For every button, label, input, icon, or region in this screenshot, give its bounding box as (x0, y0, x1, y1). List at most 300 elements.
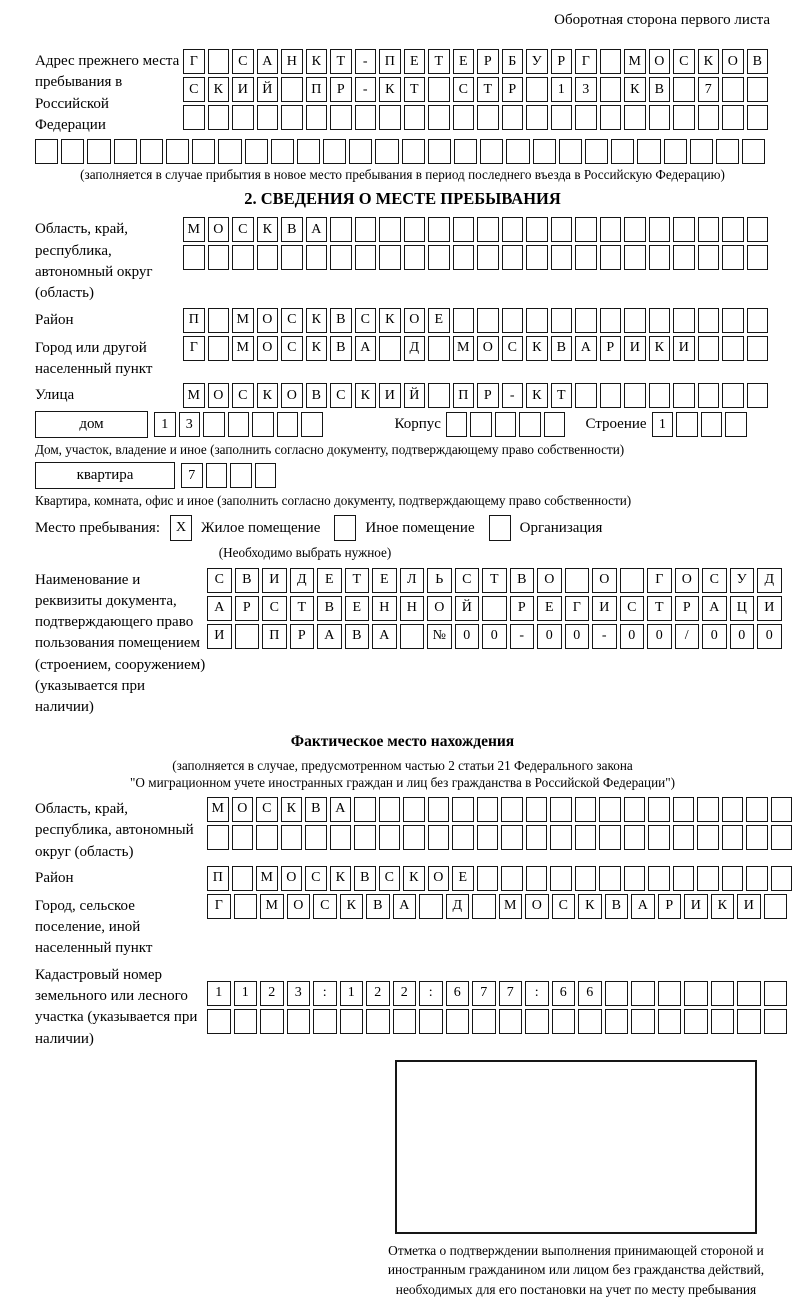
char-cell[interactable] (277, 412, 299, 437)
char-cell[interactable] (61, 139, 84, 164)
char-cell[interactable] (624, 217, 646, 242)
char-cell[interactable] (482, 596, 507, 621)
char-cell[interactable]: : (313, 981, 337, 1006)
char-cell[interactable] (501, 825, 523, 850)
char-cell[interactable] (208, 245, 230, 270)
char-cell[interactable]: В (605, 894, 629, 919)
char-cell[interactable]: / (675, 624, 700, 649)
char-cell[interactable] (698, 105, 720, 130)
char-cell[interactable]: П (306, 77, 328, 102)
char-cell[interactable]: 7 (181, 463, 203, 488)
char-cell[interactable]: 1 (652, 412, 674, 437)
char-cell[interactable] (684, 1009, 708, 1034)
char-cell[interactable] (271, 139, 294, 164)
char-cell[interactable]: Д (757, 568, 782, 593)
char-cell[interactable]: : (419, 981, 443, 1006)
char-cell[interactable] (722, 308, 744, 333)
char-cell[interactable] (297, 139, 320, 164)
char-cell[interactable] (428, 105, 450, 130)
char-cell[interactable] (366, 1009, 390, 1034)
char-cell[interactable]: 0 (620, 624, 645, 649)
char-cell[interactable] (648, 797, 670, 822)
char-cell[interactable] (600, 49, 622, 74)
char-cell[interactable]: Е (428, 308, 450, 333)
char-cell[interactable] (649, 383, 671, 408)
char-cell[interactable]: 7 (698, 77, 720, 102)
char-cell[interactable] (218, 139, 241, 164)
char-cell[interactable]: О (257, 336, 279, 361)
char-cell[interactable]: Т (404, 77, 426, 102)
char-cell[interactable]: А (393, 894, 417, 919)
char-cell[interactable]: Й (257, 77, 279, 102)
char-cell[interactable]: - (592, 624, 617, 649)
char-cell[interactable] (771, 825, 793, 850)
char-cell[interactable]: Г (575, 49, 597, 74)
char-cell[interactable]: 1 (207, 981, 231, 1006)
char-cell[interactable] (658, 1009, 682, 1034)
char-cell[interactable]: К (306, 308, 328, 333)
char-cell[interactable] (477, 217, 499, 242)
char-cell[interactable] (673, 105, 695, 130)
char-cell[interactable] (208, 49, 230, 74)
char-cell[interactable]: Г (183, 336, 205, 361)
char-cell[interactable] (428, 77, 450, 102)
char-cell[interactable] (771, 866, 793, 891)
char-cell[interactable]: В (345, 624, 370, 649)
char-cell[interactable] (575, 825, 597, 850)
char-cell[interactable]: - (510, 624, 535, 649)
char-cell[interactable]: Р (600, 336, 622, 361)
char-cell[interactable]: А (372, 624, 397, 649)
char-cell[interactable]: Л (400, 568, 425, 593)
char-cell[interactable] (578, 1009, 602, 1034)
char-cell[interactable] (722, 217, 744, 242)
char-cell[interactable] (747, 105, 769, 130)
char-cell[interactable] (404, 217, 426, 242)
char-cell[interactable] (764, 894, 788, 919)
char-cell[interactable] (722, 383, 744, 408)
char-cell[interactable]: К (379, 77, 401, 102)
char-cell[interactable]: П (262, 624, 287, 649)
char-cell[interactable] (428, 217, 450, 242)
char-cell[interactable]: И (757, 596, 782, 621)
char-cell[interactable]: О (404, 308, 426, 333)
char-cell[interactable] (330, 217, 352, 242)
char-cell[interactable]: К (257, 383, 279, 408)
char-cell[interactable] (722, 336, 744, 361)
char-cell[interactable] (551, 245, 573, 270)
char-cell[interactable] (649, 245, 671, 270)
char-cell[interactable] (764, 981, 788, 1006)
char-cell[interactable] (35, 139, 58, 164)
char-cell[interactable] (600, 217, 622, 242)
char-cell[interactable] (207, 1009, 231, 1034)
char-cell[interactable]: Т (551, 383, 573, 408)
char-cell[interactable] (698, 245, 720, 270)
stay-type-checkbox-other[interactable] (334, 515, 356, 541)
char-cell[interactable]: А (207, 596, 232, 621)
char-cell[interactable]: Т (290, 596, 315, 621)
char-cell[interactable] (711, 1009, 735, 1034)
char-cell[interactable] (208, 308, 230, 333)
char-cell[interactable]: М (499, 894, 523, 919)
char-cell[interactable] (499, 1009, 523, 1034)
char-cell[interactable]: О (675, 568, 700, 593)
char-cell[interactable] (599, 797, 621, 822)
char-cell[interactable] (470, 412, 492, 437)
char-cell[interactable] (525, 1009, 549, 1034)
char-cell[interactable] (526, 77, 548, 102)
char-cell[interactable]: К (306, 336, 328, 361)
char-cell[interactable] (452, 825, 474, 850)
char-cell[interactable] (526, 866, 548, 891)
char-cell[interactable]: В (306, 383, 328, 408)
char-cell[interactable]: С (502, 336, 524, 361)
char-cell[interactable]: С (232, 49, 254, 74)
char-cell[interactable]: О (232, 797, 254, 822)
char-cell[interactable]: А (317, 624, 342, 649)
char-cell[interactable] (697, 866, 719, 891)
char-cell[interactable] (140, 139, 163, 164)
char-cell[interactable] (722, 105, 744, 130)
char-cell[interactable]: К (330, 866, 352, 891)
char-cell[interactable]: О (525, 894, 549, 919)
char-cell[interactable]: Р (477, 383, 499, 408)
char-cell[interactable] (379, 105, 401, 130)
char-cell[interactable] (501, 866, 523, 891)
char-cell[interactable]: 0 (565, 624, 590, 649)
char-cell[interactable]: О (287, 894, 311, 919)
char-cell[interactable]: Т (345, 568, 370, 593)
char-cell[interactable] (428, 139, 451, 164)
char-cell[interactable]: Е (372, 568, 397, 593)
char-cell[interactable] (747, 308, 769, 333)
char-cell[interactable] (403, 797, 425, 822)
char-cell[interactable] (477, 105, 499, 130)
char-cell[interactable] (771, 797, 793, 822)
char-cell[interactable] (502, 308, 524, 333)
char-cell[interactable] (281, 105, 303, 130)
char-cell[interactable] (559, 139, 582, 164)
char-cell[interactable] (330, 105, 352, 130)
char-cell[interactable] (330, 825, 352, 850)
char-cell[interactable] (725, 412, 747, 437)
char-cell[interactable]: К (257, 217, 279, 242)
char-cell[interactable] (207, 825, 229, 850)
char-cell[interactable]: С (207, 568, 232, 593)
char-cell[interactable]: О (208, 217, 230, 242)
char-cell[interactable]: Й (455, 596, 480, 621)
char-cell[interactable]: Н (372, 596, 397, 621)
char-cell[interactable]: И (673, 336, 695, 361)
char-cell[interactable] (575, 308, 597, 333)
char-cell[interactable]: А (702, 596, 727, 621)
char-cell[interactable]: 2 (260, 981, 284, 1006)
char-cell[interactable]: Т (647, 596, 672, 621)
char-cell[interactable] (230, 463, 252, 488)
char-cell[interactable]: О (257, 308, 279, 333)
char-cell[interactable]: И (737, 894, 761, 919)
char-cell[interactable]: Ц (730, 596, 755, 621)
char-cell[interactable] (551, 217, 573, 242)
char-cell[interactable] (355, 245, 377, 270)
char-cell[interactable] (649, 105, 671, 130)
char-cell[interactable]: Е (317, 568, 342, 593)
char-cell[interactable]: Е (404, 49, 426, 74)
char-cell[interactable] (306, 245, 328, 270)
char-cell[interactable]: А (330, 797, 352, 822)
char-cell[interactable] (673, 217, 695, 242)
char-cell[interactable]: 0 (482, 624, 507, 649)
char-cell[interactable] (354, 825, 376, 850)
char-cell[interactable] (235, 624, 260, 649)
char-cell[interactable]: М (624, 49, 646, 74)
char-cell[interactable]: Г (565, 596, 590, 621)
char-cell[interactable] (624, 825, 646, 850)
char-cell[interactable] (495, 412, 517, 437)
char-cell[interactable] (453, 245, 475, 270)
char-cell[interactable] (404, 245, 426, 270)
char-cell[interactable]: 2 (366, 981, 390, 1006)
char-cell[interactable] (323, 139, 346, 164)
char-cell[interactable]: Й (404, 383, 426, 408)
char-cell[interactable]: О (649, 49, 671, 74)
char-cell[interactable] (446, 1009, 470, 1034)
char-cell[interactable] (746, 797, 768, 822)
char-cell[interactable]: В (510, 568, 535, 593)
char-cell[interactable] (698, 383, 720, 408)
char-cell[interactable]: № (427, 624, 452, 649)
char-cell[interactable]: К (649, 336, 671, 361)
char-cell[interactable]: Д (290, 568, 315, 593)
char-cell[interactable]: Н (400, 596, 425, 621)
char-cell[interactable]: 3 (575, 77, 597, 102)
char-cell[interactable] (234, 1009, 258, 1034)
char-cell[interactable] (192, 139, 215, 164)
char-cell[interactable] (87, 139, 110, 164)
char-cell[interactable] (477, 245, 499, 270)
char-cell[interactable]: 6 (578, 981, 602, 1006)
char-cell[interactable]: Р (658, 894, 682, 919)
char-cell[interactable] (393, 1009, 417, 1034)
char-cell[interactable]: Т (330, 49, 352, 74)
char-cell[interactable]: С (313, 894, 337, 919)
char-cell[interactable]: Р (502, 77, 524, 102)
char-cell[interactable]: С (256, 797, 278, 822)
char-cell[interactable]: 7 (472, 981, 496, 1006)
char-cell[interactable] (684, 981, 708, 1006)
char-cell[interactable]: К (526, 336, 548, 361)
char-cell[interactable] (673, 383, 695, 408)
char-cell[interactable]: П (183, 308, 205, 333)
char-cell[interactable]: К (355, 383, 377, 408)
char-cell[interactable]: М (183, 217, 205, 242)
char-cell[interactable]: - (355, 77, 377, 102)
char-cell[interactable] (747, 77, 769, 102)
char-cell[interactable]: И (262, 568, 287, 593)
char-cell[interactable] (255, 463, 277, 488)
char-cell[interactable] (313, 1009, 337, 1034)
char-cell[interactable] (260, 1009, 284, 1034)
char-cell[interactable] (605, 981, 629, 1006)
char-cell[interactable] (301, 412, 323, 437)
char-cell[interactable] (472, 894, 496, 919)
char-cell[interactable] (658, 981, 682, 1006)
char-cell[interactable]: 0 (455, 624, 480, 649)
char-cell[interactable]: Д (404, 336, 426, 361)
apartment-type-box[interactable] (35, 462, 175, 489)
char-cell[interactable] (402, 139, 425, 164)
char-cell[interactable] (673, 245, 695, 270)
char-cell[interactable] (701, 412, 723, 437)
char-cell[interactable]: С (455, 568, 480, 593)
char-cell[interactable] (600, 383, 622, 408)
char-cell[interactable] (552, 1009, 576, 1034)
char-cell[interactable]: С (702, 568, 727, 593)
char-cell[interactable] (673, 797, 695, 822)
char-cell[interactable] (206, 463, 228, 488)
stay-type-checkbox-organization[interactable] (489, 515, 511, 541)
char-cell[interactable] (746, 866, 768, 891)
char-cell[interactable] (453, 217, 475, 242)
char-cell[interactable] (676, 412, 698, 437)
char-cell[interactable] (600, 77, 622, 102)
char-cell[interactable] (340, 1009, 364, 1034)
char-cell[interactable] (428, 245, 450, 270)
char-cell[interactable] (649, 308, 671, 333)
char-cell[interactable]: Д (446, 894, 470, 919)
char-cell[interactable]: С (620, 596, 645, 621)
char-cell[interactable]: О (281, 866, 303, 891)
char-cell[interactable] (287, 1009, 311, 1034)
char-cell[interactable] (379, 245, 401, 270)
char-cell[interactable] (502, 217, 524, 242)
char-cell[interactable]: 0 (647, 624, 672, 649)
char-cell[interactable] (480, 139, 503, 164)
char-cell[interactable]: К (711, 894, 735, 919)
char-cell[interactable] (428, 797, 450, 822)
char-cell[interactable]: 0 (730, 624, 755, 649)
char-cell[interactable]: 0 (702, 624, 727, 649)
char-cell[interactable] (551, 308, 573, 333)
char-cell[interactable]: О (722, 49, 744, 74)
char-cell[interactable] (404, 105, 426, 130)
char-cell[interactable]: У (730, 568, 755, 593)
char-cell[interactable]: С (355, 308, 377, 333)
char-cell[interactable]: К (624, 77, 646, 102)
char-cell[interactable] (355, 217, 377, 242)
char-cell[interactable]: О (281, 383, 303, 408)
char-cell[interactable] (281, 245, 303, 270)
char-cell[interactable] (575, 105, 597, 130)
char-cell[interactable] (428, 336, 450, 361)
char-cell[interactable] (742, 139, 765, 164)
char-cell[interactable] (624, 245, 646, 270)
char-cell[interactable]: Р (330, 77, 352, 102)
char-cell[interactable] (697, 797, 719, 822)
char-cell[interactable] (245, 139, 268, 164)
char-cell[interactable] (379, 336, 401, 361)
char-cell[interactable]: К (340, 894, 364, 919)
char-cell[interactable] (400, 624, 425, 649)
char-cell[interactable] (698, 336, 720, 361)
char-cell[interactable] (379, 217, 401, 242)
char-cell[interactable] (472, 1009, 496, 1034)
char-cell[interactable]: В (747, 49, 769, 74)
char-cell[interactable]: Т (428, 49, 450, 74)
char-cell[interactable] (257, 105, 279, 130)
char-cell[interactable]: П (453, 383, 475, 408)
char-cell[interactable] (375, 139, 398, 164)
char-cell[interactable]: 7 (499, 981, 523, 1006)
char-cell[interactable]: И (232, 77, 254, 102)
char-cell[interactable] (477, 825, 499, 850)
char-cell[interactable] (575, 245, 597, 270)
char-cell[interactable]: М (260, 894, 284, 919)
char-cell[interactable]: Р (675, 596, 700, 621)
char-cell[interactable] (232, 105, 254, 130)
char-cell[interactable] (477, 866, 499, 891)
char-cell[interactable] (648, 866, 670, 891)
char-cell[interactable]: 6 (552, 981, 576, 1006)
char-cell[interactable] (631, 981, 655, 1006)
char-cell[interactable] (419, 894, 443, 919)
char-cell[interactable] (208, 105, 230, 130)
char-cell[interactable] (305, 825, 327, 850)
char-cell[interactable] (575, 217, 597, 242)
char-cell[interactable]: С (183, 77, 205, 102)
char-cell[interactable]: 1 (234, 981, 258, 1006)
char-cell[interactable] (183, 105, 205, 130)
char-cell[interactable]: М (183, 383, 205, 408)
char-cell[interactable]: Н (281, 49, 303, 74)
char-cell[interactable] (746, 825, 768, 850)
char-cell[interactable] (544, 412, 566, 437)
char-cell[interactable]: А (306, 217, 328, 242)
char-cell[interactable] (722, 797, 744, 822)
char-cell[interactable]: В (649, 77, 671, 102)
char-cell[interactable]: С (552, 894, 576, 919)
char-cell[interactable] (379, 825, 401, 850)
char-cell[interactable] (257, 245, 279, 270)
char-cell[interactable]: К (208, 77, 230, 102)
char-cell[interactable] (453, 105, 475, 130)
char-cell[interactable] (624, 866, 646, 891)
char-cell[interactable] (747, 383, 769, 408)
char-cell[interactable]: В (317, 596, 342, 621)
char-cell[interactable] (722, 245, 744, 270)
char-cell[interactable]: А (355, 336, 377, 361)
char-cell[interactable] (526, 308, 548, 333)
char-cell[interactable] (208, 336, 230, 361)
char-cell[interactable]: Р (290, 624, 315, 649)
char-cell[interactable] (379, 797, 401, 822)
char-cell[interactable]: - (355, 49, 377, 74)
char-cell[interactable] (624, 383, 646, 408)
char-cell[interactable]: О (477, 336, 499, 361)
char-cell[interactable] (673, 866, 695, 891)
stay-type-checkbox-residential[interactable]: X (170, 515, 192, 541)
char-cell[interactable]: И (684, 894, 708, 919)
char-cell[interactable] (166, 139, 189, 164)
char-cell[interactable]: С (281, 308, 303, 333)
char-cell[interactable] (605, 1009, 629, 1034)
char-cell[interactable] (599, 825, 621, 850)
char-cell[interactable]: О (427, 596, 452, 621)
char-cell[interactable] (446, 412, 468, 437)
char-cell[interactable]: М (453, 336, 475, 361)
char-cell[interactable] (664, 139, 687, 164)
